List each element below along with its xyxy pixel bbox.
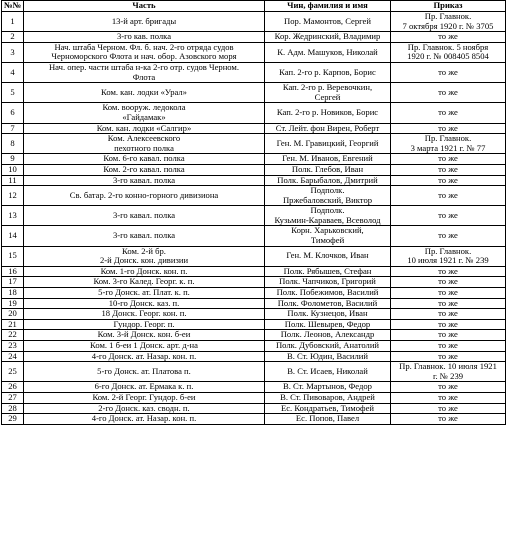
- row-order: то же: [391, 341, 506, 352]
- row-rank-name: Кор. Жедринский, Владимир: [265, 32, 391, 43]
- table-row: [2, 206, 506, 226]
- table-row: [2, 341, 506, 352]
- row-unit: Ком. 1 б-еи 1 Донск. арт. д-на: [24, 341, 265, 352]
- table-row: [2, 32, 506, 43]
- header-unit: Часть: [24, 1, 265, 12]
- table-row: [2, 403, 506, 414]
- table-row: [2, 266, 506, 277]
- row-order: то же: [391, 154, 506, 165]
- row-unit: Гундор. Георг. п.: [24, 319, 265, 330]
- row-unit: Ком. кан. лодки «Урал»: [24, 83, 265, 103]
- table-row: [2, 414, 506, 425]
- row-rank-name: Полк. Фолометов, Василий: [265, 298, 391, 309]
- row-rank-name: Полк. Леонов, Александр: [265, 330, 391, 341]
- row-number: 22: [2, 330, 24, 341]
- row-order: то же: [391, 319, 506, 330]
- row-rank-name: Ст. Лейт. фон Вирен, Роберт: [265, 123, 391, 134]
- row-order: то же: [391, 403, 506, 414]
- row-rank-name: Корн. Харьковский, Тимофей: [265, 226, 391, 246]
- row-number: 26: [2, 382, 24, 393]
- row-rank-name: Ген. М. Клочков, Иван: [265, 246, 391, 266]
- row-unit: Ком. 3-й Донск. кон. б-еи: [24, 330, 265, 341]
- row-unit: Ком. 1-го Донск. кон. п.: [24, 266, 265, 277]
- row-number: 1: [2, 12, 24, 32]
- row-unit: 3-го кав. полка: [24, 32, 265, 43]
- table-row: [2, 298, 506, 309]
- header-row: [2, 1, 506, 12]
- row-unit: Ком. 3-го Калед. Георг. к. п.: [24, 277, 265, 288]
- table-row: [2, 288, 506, 299]
- header-order: Приказ: [391, 1, 506, 12]
- row-rank-name: Полк. Глебов, Иван: [265, 164, 391, 175]
- table-row: [2, 103, 506, 123]
- row-order: то же: [391, 392, 506, 403]
- row-rank-name: Полк. Рябышев, Стефан: [265, 266, 391, 277]
- row-order: Пр. Главнок. 10 июля 1921 г. № 239: [391, 362, 506, 382]
- row-unit: Ком. 6-го кавал. полка: [24, 154, 265, 165]
- row-unit: Нач. штаба Черном. Фл. б. нач. 2-го отряда судов Черноморского Флота и нач. обор. Азовского моря: [24, 42, 265, 62]
- row-number: 6: [2, 103, 24, 123]
- row-unit: 6-го Донск. ат. Ермака к. п.: [24, 382, 265, 393]
- table-row: [2, 226, 506, 246]
- row-rank-name: Кап. 2-го р. Новиков, Борис: [265, 103, 391, 123]
- row-number: 2: [2, 32, 24, 43]
- row-unit: Ком. вооруж. ледокола «Гайдамак»: [24, 103, 265, 123]
- table-row: [2, 351, 506, 362]
- table-row: [2, 42, 506, 62]
- row-rank-name: В. Ст. Пивоваров, Андрей: [265, 392, 391, 403]
- row-number: 19: [2, 298, 24, 309]
- table-row: [2, 62, 506, 82]
- table-row: [2, 134, 506, 154]
- row-order: Пр. Главнок. 7 октября 1920 г. № 3705: [391, 12, 506, 32]
- row-order: то же: [391, 226, 506, 246]
- table-row: [2, 392, 506, 403]
- row-rank-name: Подполк. Кузьмин-Караваев, Всеволод: [265, 206, 391, 226]
- row-rank-name: Полк. Кузнецов, Иван: [265, 309, 391, 320]
- row-unit: Ком. кан. лодки «Салгир»: [24, 123, 265, 134]
- table-row: [2, 319, 506, 330]
- awards-table: [1, 0, 506, 425]
- row-order: то же: [391, 123, 506, 134]
- row-rank-name: Полк. Дубовский, Анатолий: [265, 341, 391, 352]
- row-order: то же: [391, 309, 506, 320]
- row-rank-name: Кап. 2-го р. Карпов, Борис: [265, 62, 391, 82]
- row-order: то же: [391, 206, 506, 226]
- table-row: [2, 83, 506, 103]
- row-unit: Нач. опер. части штаба н-ка 2-го отр. судов Черном. Флота: [24, 62, 265, 82]
- header-number: №№: [2, 1, 24, 12]
- row-rank-name: Полк. Барыбалов, Дмитрий: [265, 175, 391, 186]
- row-rank-name: Полк. Побежимов, Василий: [265, 288, 391, 299]
- table-row: [2, 246, 506, 266]
- row-number: 9: [2, 154, 24, 165]
- row-order: то же: [391, 83, 506, 103]
- row-rank-name: В. Ст. Мартынов, Федор: [265, 382, 391, 393]
- row-rank-name: Ген. М. Иванов, Евгений: [265, 154, 391, 165]
- row-number: 28: [2, 403, 24, 414]
- row-number: 8: [2, 134, 24, 154]
- table-row: [2, 175, 506, 186]
- row-number: 18: [2, 288, 24, 299]
- row-order: то же: [391, 186, 506, 206]
- row-number: 5: [2, 83, 24, 103]
- table-row: [2, 362, 506, 382]
- row-order: то же: [391, 288, 506, 299]
- row-rank-name: Ес. Попов, Павел: [265, 414, 391, 425]
- row-order: то же: [391, 103, 506, 123]
- row-unit: 13-й арт. бригады: [24, 12, 265, 32]
- row-order: то же: [391, 62, 506, 82]
- row-rank-name: В. Ст. Исаев, Николай: [265, 362, 391, 382]
- row-order: то же: [391, 175, 506, 186]
- row-rank-name: Кап. 2-го р. Веревочкин, Сергей: [265, 83, 391, 103]
- row-number: 25: [2, 362, 24, 382]
- row-unit: 18 Донск. Георг. кон. п.: [24, 309, 265, 320]
- row-order: то же: [391, 414, 506, 425]
- awards-table-container: [1, 0, 505, 425]
- row-number: 11: [2, 175, 24, 186]
- row-number: 16: [2, 266, 24, 277]
- row-order: Пр. Главнок. 3 марта 1921 г. № 77: [391, 134, 506, 154]
- row-order: то же: [391, 330, 506, 341]
- table-row: [2, 277, 506, 288]
- row-unit: 3-го кавал. полка: [24, 206, 265, 226]
- row-order: то же: [391, 164, 506, 175]
- header-rank-name: Чин, фамилия и имя: [265, 1, 391, 12]
- row-rank-name: Ес. Кондратьев, Тимофей: [265, 403, 391, 414]
- table-body: [2, 12, 506, 425]
- row-number: 7: [2, 123, 24, 134]
- table-row: [2, 330, 506, 341]
- row-number: 4: [2, 62, 24, 82]
- row-number: 13: [2, 206, 24, 226]
- table-row: [2, 154, 506, 165]
- row-number: 21: [2, 319, 24, 330]
- row-number: 23: [2, 341, 24, 352]
- row-number: 10: [2, 164, 24, 175]
- row-rank-name: Ген. М. Гравицкий, Георгий: [265, 134, 391, 154]
- row-rank-name: В. Ст. Юдин, Василий: [265, 351, 391, 362]
- row-unit: 3-го кавал. полка: [24, 226, 265, 246]
- row-unit: Св. батар. 2-го конно-горного дивизиона: [24, 186, 265, 206]
- row-unit: Ком. 2-й бр. 2-й Донск. кон. дивизии: [24, 246, 265, 266]
- row-unit: 4-го Донск. ат. Назар. кон. п.: [24, 414, 265, 425]
- row-number: 27: [2, 392, 24, 403]
- row-order: Пр. Главнок. 10 июля 1921 г. № 239: [391, 246, 506, 266]
- row-unit: Ком. Алексеевского пехотного полка: [24, 134, 265, 154]
- row-order: то же: [391, 277, 506, 288]
- row-number: 15: [2, 246, 24, 266]
- table-row: [2, 164, 506, 175]
- row-rank-name: Полк. Шевырев, Федор: [265, 319, 391, 330]
- row-order: то же: [391, 298, 506, 309]
- row-number: 14: [2, 226, 24, 246]
- row-number: 24: [2, 351, 24, 362]
- row-unit: 5-го Донск. ат. Платова п.: [24, 362, 265, 382]
- table-row: [2, 123, 506, 134]
- row-unit: Ком. 2-й Георг. Гундор. б-еи: [24, 392, 265, 403]
- row-unit: 3-го кавал. полка: [24, 175, 265, 186]
- row-order: то же: [391, 32, 506, 43]
- row-order: то же: [391, 266, 506, 277]
- row-number: 3: [2, 42, 24, 62]
- row-number: 12: [2, 186, 24, 206]
- row-unit: 2-го Донск. каз. сводн. п.: [24, 403, 265, 414]
- row-unit: 5-го Донск. ат. Плат. к. п.: [24, 288, 265, 299]
- row-unit: 10-го Донск. каз. п.: [24, 298, 265, 309]
- row-rank-name: Подполк. Пржебаловский, Виктор: [265, 186, 391, 206]
- row-unit: Ком. 2-го кавал. полка: [24, 164, 265, 175]
- row-number: 17: [2, 277, 24, 288]
- row-rank-name: К. Адм. Машуков, Николай: [265, 42, 391, 62]
- table-row: [2, 309, 506, 320]
- table-row: [2, 382, 506, 393]
- row-unit: 4-го Донск. ат. Назар. кон. п.: [24, 351, 265, 362]
- row-order: Пр. Главнок. 5 ноября 1920 г. № 008405 8504: [391, 42, 506, 62]
- row-order: то же: [391, 382, 506, 393]
- row-number: 29: [2, 414, 24, 425]
- table-row: [2, 186, 506, 206]
- row-rank-name: Пор. Мамонтов, Сергей: [265, 12, 391, 32]
- row-order: то же: [391, 351, 506, 362]
- table-row: [2, 12, 506, 32]
- row-number: 20: [2, 309, 24, 320]
- row-rank-name: Полк. Чапчиков, Григорий: [265, 277, 391, 288]
